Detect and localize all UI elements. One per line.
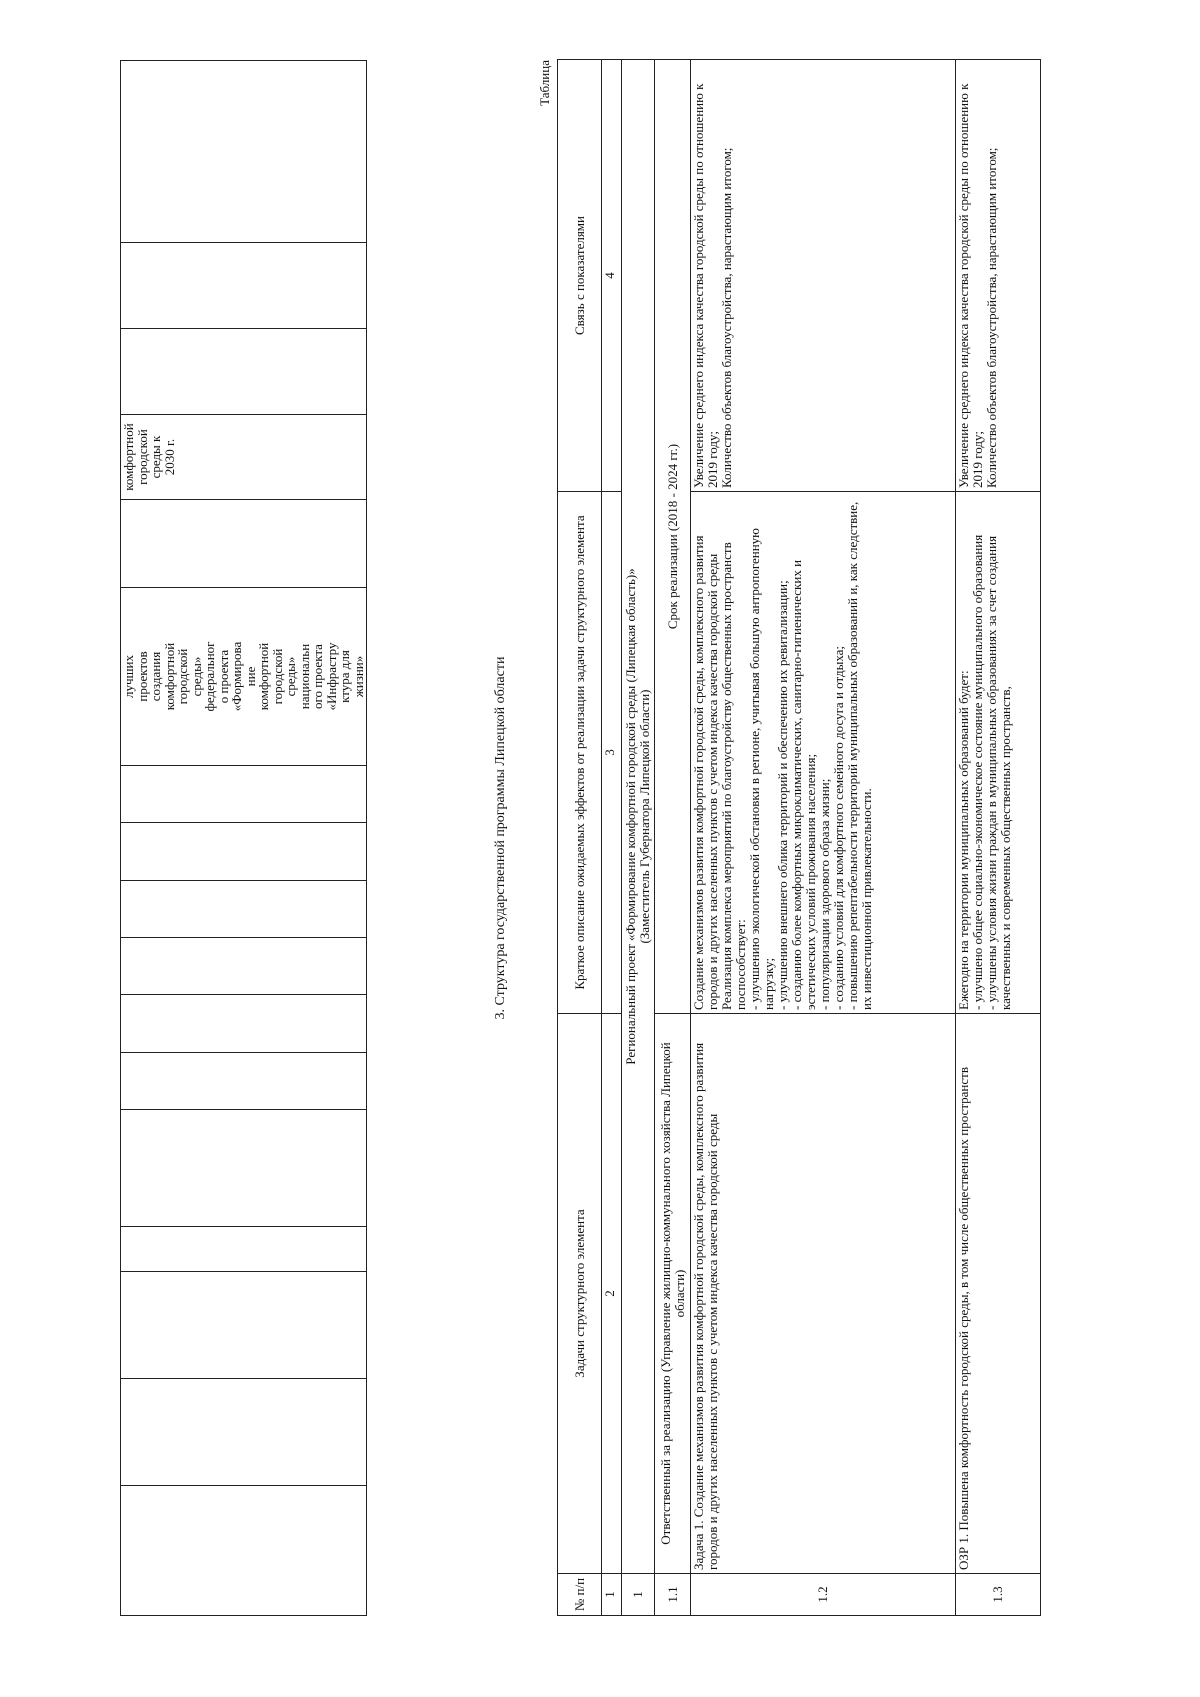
effects-text: Создание механизмов развития комфортной городской среды, комплексного развития городов и других населенных пунктов с учетом индекса качества городской среды Реализация комплекса мероприятий по благоустройству общественных пространств поспособствует: - улучшению экологической обстановки в регионе, учитывая большую антропогенную нагрузку; - улучшению внешнего облика территорий и обеспечению их ревитализации; - созданию более комфортных микроклиматических, санитарно-гигиенических и эстетических условий проживания населения; - популяризации здорового образа жизни; - созданию условий для комфортного семейного досуга и отдыха; - повышению репептабельности территорий муниципальных образований и, как следствие, их инвестиционной привлекательности. [691, 492, 956, 1014]
row-number: 1.2 [691, 1574, 956, 1616]
row-number: 1.1 [655, 1574, 691, 1616]
task-text: Задача 1. Создание механизмов развития комфортной городской среды, комплексного развития городов и других населенных пунктов с учетом индекса качества городской среды [691, 1014, 956, 1574]
column-number: 3 [602, 492, 622, 1014]
header-effects: Краткое описание ожидаемых эффектов от реализации задачи структурного элемента [558, 492, 602, 1014]
fragment-cell-project-text: лучших проектов создания комфортной городской среды» федеральног о проекта «Формирова ние комфортной городской среды» национальн ого проекта «Инфрастру ктура для жизни» [121, 588, 367, 765]
responsible-row [655, 60, 691, 1616]
fragment-cell [121, 995, 367, 1052]
task-text: ОЗР 1. Повышена комфортность городской среды, в том числе общественных пространств [956, 1014, 1041, 1574]
fragment-cell [121, 328, 367, 414]
project-title: Региональный проект «Формирование комфортной городской среды (Липецкая область)» (Заместитель Губернатора Липецкой области) [622, 60, 655, 1574]
column-number: 4 [602, 60, 622, 492]
fragment-cell [121, 1052, 367, 1109]
section-title: 3. Структура государственной программы Липецкой области [493, 656, 508, 1020]
fragment-cell [121, 242, 367, 328]
column-number-row [602, 60, 622, 1616]
table-row [956, 60, 1041, 1616]
structure-table-wrapper [537, 60, 1041, 1616]
row-number: 1 [622, 1574, 655, 1616]
fragment-table [120, 60, 367, 1616]
table-row [691, 60, 956, 1616]
fragment-cell [121, 61, 367, 243]
column-number: 1 [602, 1574, 622, 1616]
fragment-cell [121, 765, 367, 822]
project-row [622, 60, 655, 1616]
fragment-cell [121, 1227, 367, 1272]
fragment-cell [121, 1485, 367, 1615]
header-num: № п/п [558, 1574, 602, 1616]
period-text: Срок реализации (2018 - 2024 гг.) [655, 60, 691, 1014]
fragment-cell [121, 938, 367, 995]
fragment-cell [121, 1379, 367, 1486]
column-number: 2 [602, 1014, 622, 1574]
fragment-cell [121, 823, 367, 880]
effects-text: Ежегодно на территории муниципальных образований будет: - улучшено общее социально-экономическое состояние муниципального образования - улучшены условия жизни граждан в муниципальных образованиях за счет создания качественных и современных общественных пространств, [956, 492, 1041, 1014]
responsible-text: Ответственный за реализацию (Управление жилищно-коммунального хозяйства Липецкой области) [655, 1014, 691, 1574]
fragment-cell [121, 1272, 367, 1379]
links-text: Увеличение среднего индекса качества городской среды по отношению к 2019 году; Количество объектов благоустройства, нарастающим итогом; [691, 60, 956, 492]
links-text: Увеличение среднего индекса качества городской среды по отношению к 2019 году; Количество объектов благоустройства, нарастающим итогом; [956, 60, 1041, 492]
previous-table-fragment [120, 60, 367, 1616]
fragment-cell [121, 880, 367, 937]
structure-table [557, 59, 1041, 1616]
fragment-cell [121, 500, 367, 588]
header-row [558, 60, 602, 1616]
header-links: Связь с показателями [558, 60, 602, 492]
fragment-cell-target-text: комфортной городской среды к 2030 г. [121, 414, 367, 499]
table-label: Таблица [537, 60, 552, 106]
row-number: 1.3 [956, 1574, 1041, 1616]
fragment-cell [121, 1110, 367, 1227]
header-tasks: Задачи структурного элемента [558, 1014, 602, 1574]
